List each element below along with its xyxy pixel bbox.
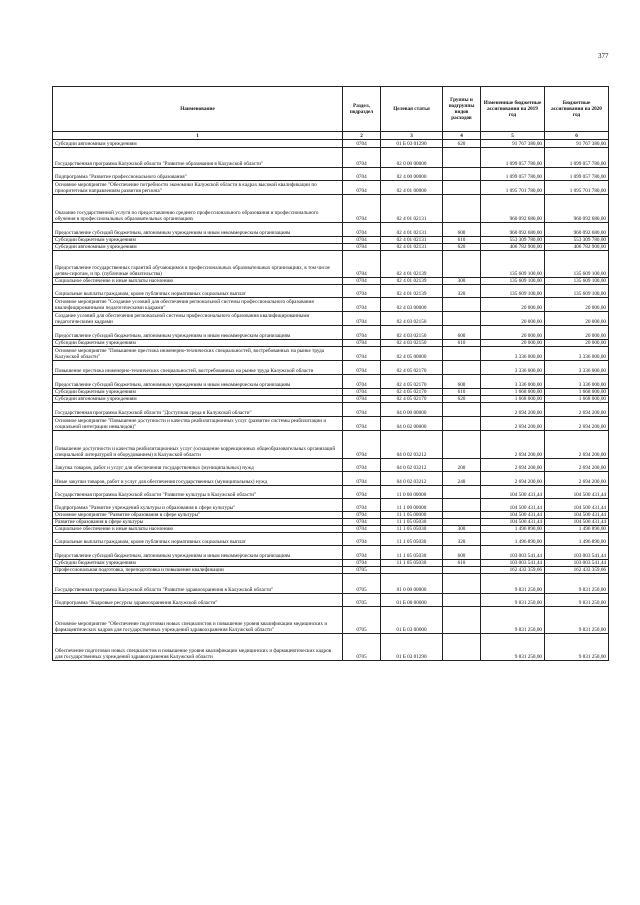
row-amount-2019: 2 694 200,00 [481,459,545,472]
row-expense-type [443,403,481,417]
row-expense-type [443,312,481,326]
col-number: 3 [381,132,443,140]
row-expense-type [443,594,481,607]
table-row [53,560,609,567]
table-row [53,417,609,431]
row-target: 01 0 00 00000 [381,574,443,594]
row-name: Иные закупки товаров, работ и услуг для обеспечения государственных (муниципальных) нужд [53,472,343,486]
row-section: 0704 [343,140,381,148]
row-target: 02 4 01 00000 [381,181,443,195]
table-row [53,396,609,403]
row-expense-type [443,148,481,168]
row-amount-2019: 2 694 200,00 [481,472,545,486]
row-section: 0705 [343,567,381,574]
row-expense-type: 620 [443,140,481,148]
row-amount-2020: 91 767 380,00 [545,140,609,148]
row-section: 0704 [343,237,381,244]
table-row [53,459,609,472]
row-amount-2020: 2 694 200,00 [545,472,609,486]
row-target: 11 1 05 05030 [381,560,443,567]
row-name: Предоставление субсидий бюджетным, автономным учреждениям и иным некоммерческим организациям [53,546,343,560]
row-target: 04 0 02 00000 [381,417,443,431]
row-amount-2020: 9 831 250,00 [545,594,609,607]
row-expense-type [443,431,481,459]
row-name: Предоставление субсидий бюджетным, автономным учреждениям и иным некоммерческим организациям [53,375,343,389]
table-header [53,87,609,140]
row-target: 11 1 05 05030 [381,546,443,560]
row-amount-2019: 135 609 100,00 [481,278,545,285]
row-name: Субсидии автономным учреждениям [53,396,343,403]
row-amount-2020: 9 831 250,00 [545,634,609,661]
row-amount-2019: 3 336 000,00 [481,347,545,361]
row-name: Основное мероприятие "Создание условий для обеспечения региональной системы профессионального образования квалифицированными педагогическими кадрами" [53,298,343,312]
row-amount-2020: 3 336 000,00 [545,361,609,375]
row-section: 0704 [343,499,381,512]
row-name: Субсидии бюджетным учреждениям [53,560,343,567]
row-section: 0704 [343,526,381,533]
col-number: 4 [443,132,481,140]
row-section: 0704 [343,285,381,298]
row-amount-2020: 2 694 200,00 [545,403,609,417]
row-amount-2019: 104 500 431,44 [481,519,545,526]
row-amount-2019: 9 831 250,00 [481,634,545,661]
col-number: 6 [545,132,609,140]
row-name: Социальное обеспечение и иные выплаты населению [53,526,343,533]
header-2020: Бюджетные ассигнования на 2020 год [545,87,609,132]
row-section: 0704 [343,396,381,403]
row-amount-2020: 20 000,00 [545,340,609,347]
row-target: 02 4 05 02170 [381,361,443,375]
page-number: 377 [598,52,609,60]
row-expense-type [443,499,481,512]
row-section: 0704 [343,533,381,546]
row-amount-2019: 135 609 100,00 [481,285,545,298]
row-target: 01 Б 00 00000 [381,594,443,607]
header-name: Наименование [53,87,343,132]
row-target: 02 4 01 02131 [381,223,443,237]
row-section: 0704 [343,512,381,519]
table-row [53,340,609,347]
row-amount-2019: 20 000,00 [481,298,545,312]
table-row [53,634,609,661]
row-expense-type: 240 [443,472,481,486]
row-expense-type [443,512,481,519]
row-name: Предоставление субсидий бюджетным, автономным учреждениям и иным некоммерческим организациям [53,326,343,340]
row-expense-type: 320 [443,533,481,546]
row-target: 11 1 00 00000 [381,499,443,512]
row-target: 02 4 01 02139 [381,285,443,298]
row-expense-type: 620 [443,396,481,403]
row-amount-2020: 1 496 890,00 [545,533,609,546]
row-section: 0704 [343,361,381,375]
row-section: 0704 [343,326,381,340]
row-amount-2020: 104 500 431,44 [545,519,609,526]
row-section: 0704 [343,403,381,417]
row-name: Оказание государственной услуги по предоставлению среднего профессионального образования и профессионального обучения в профессиональных образовательных организациях [53,195,343,223]
row-expense-type [443,486,481,499]
row-name: Государственная программа Калужской области "Развитие здравоохранения в Калужской области" [53,574,343,594]
row-amount-2020: 1 668 000,00 [545,396,609,403]
row-name: Основное мероприятие "Развитие образования в сфере культуры" [53,512,343,519]
table-body [53,140,609,661]
row-name: Предоставление государственных гарантий обучающимся в профессиональных образовательных организациях, в том числе детям-сиротам, и пр. (публичные обязательства) [53,251,343,278]
row-target: 11 0 00 00000 [381,486,443,499]
row-amount-2019: 1 496 890,00 [481,526,545,533]
row-target: 01 Б 03 01290 [381,634,443,661]
row-amount-2020: 1 496 890,00 [545,526,609,533]
row-amount-2019: 2 694 200,00 [481,431,545,459]
row-amount-2020: 20 000,00 [545,298,609,312]
row-target: 04 0 02 03212 [381,459,443,472]
row-amount-2019: 1 099 057 780,00 [481,148,545,168]
row-amount-2019: 104 500 431,44 [481,499,545,512]
row-expense-type: 610 [443,237,481,244]
row-section: 0704 [343,459,381,472]
row-amount-2020: 960 092 680,00 [545,223,609,237]
row-section: 0704 [343,168,381,181]
col-number: 1 [53,132,343,140]
row-expense-type: 300 [443,278,481,285]
row-target: 02 4 05 02170 [381,375,443,389]
row-section: 0704 [343,486,381,499]
row-section: 0704 [343,181,381,195]
row-amount-2019: 91 767 380,00 [481,140,545,148]
row-target: 02 4 03 02150 [381,312,443,326]
row-amount-2020: 2 694 200,00 [545,459,609,472]
table-row [53,244,609,251]
row-name: Развитие образования в сфере культуры [53,519,343,526]
row-section: 0704 [343,519,381,526]
row-amount-2019: 1 668 000,00 [481,396,545,403]
table-row [53,607,609,634]
row-amount-2019: 406 782 900,00 [481,244,545,251]
row-amount-2019: 1 496 890,00 [481,533,545,546]
header-target: Целевая статья [381,87,443,132]
row-name: Повышение престижа инженерно-технических специальностей, востребованных на рынке труда Калужской области [53,361,343,375]
table-row [53,168,609,181]
row-section: 0704 [343,375,381,389]
row-name: Создание условий для обеспечения региональной системы профессионального образования квалифицированными педагогическими кадрами [53,312,343,326]
row-target: 02 4 01 02139 [381,278,443,285]
table-row [53,533,609,546]
row-target: 01 Б 03 00000 [381,607,443,634]
row-amount-2019: 1 668 000,00 [481,389,545,396]
table-row [53,361,609,375]
row-name: Социальные выплаты гражданам, кроме публичных нормативных социальных выплат [53,533,343,546]
row-target: 02 4 03 00000 [381,298,443,312]
row-amount-2020: 162 432 359,66 [545,567,609,574]
row-amount-2020: 553 309 780,00 [545,237,609,244]
table-row [53,195,609,223]
row-amount-2019: 960 092 680,00 [481,223,545,237]
row-section: 0704 [343,431,381,459]
row-expense-type [443,347,481,361]
budget-table [52,86,609,661]
row-amount-2019: 9 831 250,00 [481,594,545,607]
table-row [53,486,609,499]
row-section: 0705 [343,607,381,634]
row-amount-2020: 9 831 250,00 [545,574,609,594]
row-expense-type [443,195,481,223]
row-name: Обеспечение подготовки новых специалистов и повышение уровня квалификации медицинских и фармацевтических кадров для государственных учреждений здравоохранения Калужской области [53,634,343,661]
row-name: Основное мероприятие "Обеспечение подготовки новых специалистов и повышение уровня квалификации медицинских и фармацевтических кадров для государственных учреждений здравоохранения Калужской области" [53,607,343,634]
row-amount-2019: 20 000,00 [481,312,545,326]
row-name: Основное мероприятие "Повышение престижа инженерно-технических специальностей, востребованных на рынке труда Калужской области" [53,347,343,361]
row-section: 0705 [343,634,381,661]
row-amount-2020: 20 000,00 [545,312,609,326]
row-amount-2019: 104 500 431,44 [481,512,545,519]
table-row [53,140,609,148]
row-expense-type: 600 [443,375,481,389]
row-amount-2019: 162 432 359,66 [481,567,545,574]
row-amount-2020: 104 500 431,44 [545,499,609,512]
table-row [53,546,609,560]
row-section: 0704 [343,389,381,396]
row-section: 0704 [343,298,381,312]
row-amount-2020: 960 092 680,00 [545,195,609,223]
row-section: 0705 [343,594,381,607]
row-amount-2020: 2 694 200,00 [545,417,609,431]
row-target: 11 1 05 05030 [381,526,443,533]
row-name: Подпрограмма "Развитие учреждений культуры и образования в сфере культуры" [53,499,343,512]
row-amount-2020: 406 782 900,00 [545,244,609,251]
table-row [53,223,609,237]
row-amount-2020: 3 336 000,00 [545,375,609,389]
table-row [53,519,609,526]
row-section: 0704 [343,278,381,285]
row-target: 02 4 03 02150 [381,340,443,347]
row-amount-2019: 135 609 100,00 [481,251,545,278]
row-expense-type: 200 [443,459,481,472]
row-amount-2019: 9 831 250,00 [481,607,545,634]
row-name: Социальные выплаты гражданам, кроме публичных нормативных социальных выплат [53,285,343,298]
table-row [53,512,609,519]
row-section: 0704 [343,312,381,326]
row-name: Подпрограмма "Кадровые ресурсы здравоохранения Калужской области" [53,594,343,607]
row-target: 04 0 00 00000 [381,403,443,417]
row-expense-type [443,607,481,634]
row-expense-type: 300 [443,526,481,533]
table-row [53,148,609,168]
row-target: 02 4 01 02139 [381,251,443,278]
row-amount-2019: 3 336 000,00 [481,361,545,375]
row-target: 11 1 05 05030 [381,533,443,546]
table-row [53,567,609,574]
table-row [53,574,609,594]
row-amount-2019: 103 003 541,44 [481,560,545,567]
row-name: Повышение доступности и качества реабилитационных услуг (оснащение коррекционных общеобразовательных организаций специальной литературой и оборудованием) в Калужской области [53,431,343,459]
row-target: 02 4 05 02170 [381,396,443,403]
row-amount-2020: 1 668 000,00 [545,389,609,396]
row-amount-2019: 20 000,00 [481,326,545,340]
row-section: 0704 [343,347,381,361]
row-amount-2019: 1 095 701 780,00 [481,181,545,195]
row-name: Субсидии бюджетным учреждениям [53,340,343,347]
row-expense-type: 320 [443,285,481,298]
col-number: 2 [343,132,381,140]
row-name: Основное мероприятие "Обеспечение потребности экономики Калужской области в кадрах высокой квалификации по приоритетным направлениям развития региона" [53,181,343,195]
row-expense-type [443,574,481,594]
table-row [53,389,609,396]
table-row [53,326,609,340]
row-target: 02 4 00 00000 [381,168,443,181]
table-row [53,347,609,361]
row-amount-2020: 135 609 100,00 [545,278,609,285]
row-amount-2020: 1 099 057 780,00 [545,148,609,168]
row-amount-2019: 553 309 780,00 [481,237,545,244]
row-amount-2019: 1 099 057 780,00 [481,168,545,181]
table-row [53,298,609,312]
row-expense-type [443,417,481,431]
row-expense-type: 600 [443,546,481,560]
row-name: Субсидии автономным учреждениям [53,244,343,251]
row-amount-2020: 104 500 431,44 [545,486,609,499]
row-name: Государственная программа Калужской области "Доступная среда в Калужской области" [53,403,343,417]
row-name: Подпрограмма "Развитие профессионального образования" [53,168,343,181]
row-expense-type [443,298,481,312]
row-name: Профессиональная подготовка, переподготовка и повышение квалификации [53,567,343,574]
row-expense-type [443,361,481,375]
row-section: 0704 [343,560,381,567]
row-expense-type: 610 [443,389,481,396]
table-row [53,594,609,607]
row-target: 02 4 05 00000 [381,347,443,361]
row-amount-2020: 135 609 100,00 [545,285,609,298]
row-target: 11 1 05 00000 [381,512,443,519]
row-name: Социальное обеспечение и иные выплаты населению [53,278,343,285]
row-amount-2019: 960 092 680,00 [481,195,545,223]
row-amount-2019: 9 831 250,00 [481,574,545,594]
row-name: Государственная программа Калужской области "Развитие культуры в Калужской области" [53,486,343,499]
table-row [53,499,609,512]
row-name: Государственная программа Калужской области "Развитие образования в Калужской области" [53,148,343,168]
row-amount-2020: 2 694 200,00 [545,431,609,459]
row-expense-type [443,181,481,195]
row-section: 0704 [343,472,381,486]
table-row [53,431,609,459]
row-expense-type: 610 [443,340,481,347]
row-amount-2020: 20 000,00 [545,326,609,340]
table-row [53,403,609,417]
row-name: Предоставление субсидий бюджетным, автономным учреждениям и иным некоммерческим организациям [53,223,343,237]
row-target: 04 0 02 03212 [381,431,443,459]
row-section: 0704 [343,244,381,251]
row-target: 02 4 01 02131 [381,237,443,244]
row-section: 0704 [343,417,381,431]
table-row [53,312,609,326]
row-amount-2020: 135 609 100,00 [545,251,609,278]
row-target [381,567,443,574]
row-amount-2020: 1 095 701 780,00 [545,181,609,195]
row-target: 02 0 00 00000 [381,148,443,168]
row-expense-type [443,567,481,574]
row-target: 02 4 03 02150 [381,326,443,340]
row-expense-type: 620 [443,244,481,251]
row-section: 0704 [343,223,381,237]
table-row [53,181,609,195]
table-row [53,251,609,278]
table-row [53,472,609,486]
row-name: Субсидии бюджетным учреждениям [53,237,343,244]
row-expense-type: 600 [443,326,481,340]
table-row [53,285,609,298]
row-amount-2020: 104 500 431,44 [545,512,609,519]
row-section: 0704 [343,340,381,347]
row-expense-type [443,634,481,661]
row-name: Основное мероприятие "Повышение доступности и качества реабилитационных услуг (развитие системы реабилитации и социальной интеграции инвалидов)" [53,417,343,431]
row-expense-type [443,251,481,278]
row-amount-2019: 2 694 200,00 [481,417,545,431]
row-amount-2019: 103 003 541,44 [481,546,545,560]
row-target: 02 4 01 02131 [381,195,443,223]
row-amount-2019: 104 500 431,44 [481,486,545,499]
row-section: 0704 [343,251,381,278]
header-section: Раздел, подраздел [343,87,381,132]
row-expense-type: 610 [443,560,481,567]
row-target: 02 4 01 02131 [381,244,443,251]
row-amount-2020: 103 003 541,44 [545,546,609,560]
table-row [53,526,609,533]
row-name: Субсидии автономным учреждениям [53,140,343,148]
table-row [53,278,609,285]
row-expense-type [443,519,481,526]
row-amount-2020: 9 831 250,00 [545,607,609,634]
row-section: 0704 [343,148,381,168]
header-2019: Измененные бюджетные ассигнования на 2019 год [481,87,545,132]
row-name: Закупка товаров, работ и услуг для обеспечения государственных (муниципальных) нужд [53,459,343,472]
row-amount-2019: 20 000,00 [481,340,545,347]
col-number: 5 [481,132,545,140]
row-target: 04 0 02 03212 [381,472,443,486]
row-expense-type [443,168,481,181]
table-row [53,375,609,389]
row-amount-2020: 103 003 541,44 [545,560,609,567]
row-target: 11 1 05 05030 [381,519,443,526]
row-name: Субсидии бюджетным учреждениям [53,389,343,396]
row-target: 01 Б 03 01290 [381,140,443,148]
row-amount-2019: 2 694 200,00 [481,403,545,417]
header-expense-type: Группы и подгруппы видов расходов [443,87,481,132]
row-section: 0704 [343,195,381,223]
table-row [53,237,609,244]
row-amount-2019: 3 336 000,00 [481,375,545,389]
row-expense-type: 600 [443,223,481,237]
row-amount-2020: 3 336 000,00 [545,347,609,361]
row-section: 0705 [343,574,381,594]
row-amount-2020: 1 099 057 780,00 [545,168,609,181]
row-section: 0704 [343,546,381,560]
row-target: 02 4 05 02170 [381,389,443,396]
